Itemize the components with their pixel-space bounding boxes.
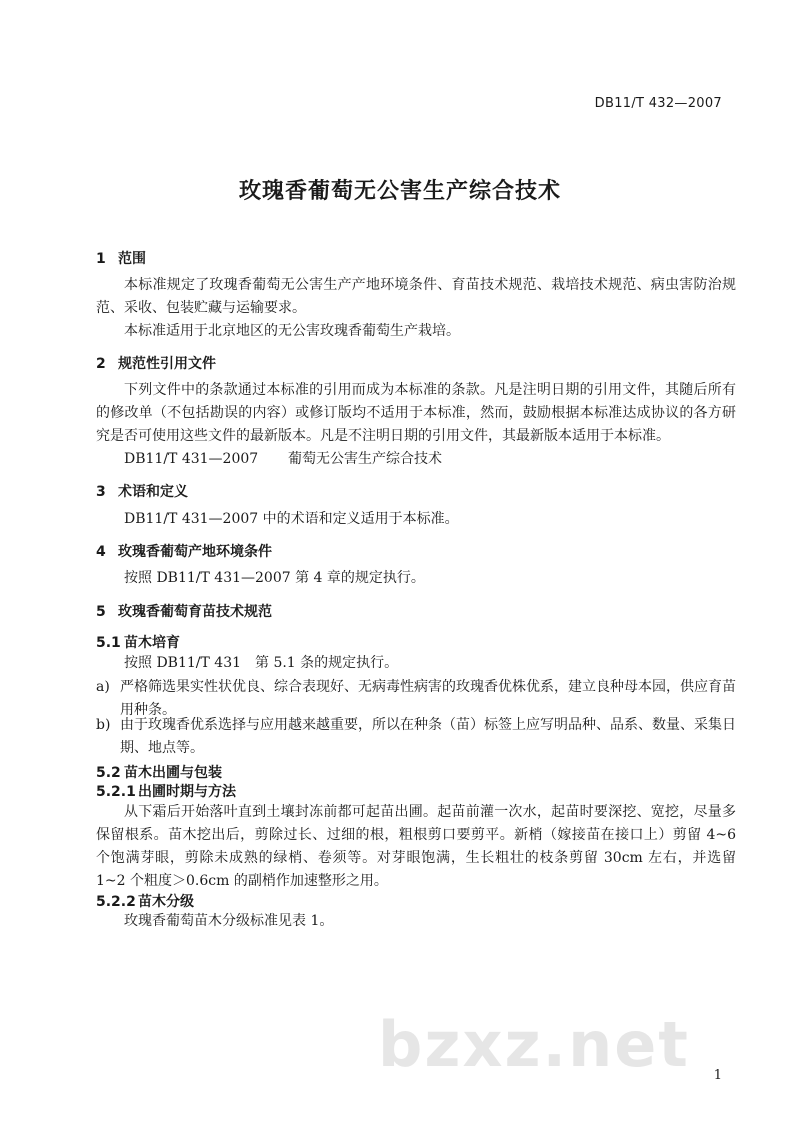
document-title: 玫瑰香葡萄无公害生产综合技术 bbox=[238, 179, 561, 204]
section-5-2-1-heading bbox=[96, 781, 236, 801]
section-title: 苗木培育 bbox=[124, 635, 180, 651]
list-item-marker: a) bbox=[96, 679, 110, 695]
section-number: 5.2.1 bbox=[96, 784, 136, 800]
standard-code: DB11/T 432—2007 bbox=[594, 96, 722, 111]
normative-reference bbox=[124, 448, 442, 471]
list-item-text: 由于玫瑰香优系选择与应用越来越重要，所以在种条（苗）标签上应写明品种、品系、数量、采集日期、地点等。 bbox=[120, 717, 736, 756]
section-1-paragraph-1: 本标准规定了玫瑰香葡萄无公害生产产地环境条件、育苗技术规范、栽培技术规范、病虫害防治规范、采收、包装贮藏与运输要求。 bbox=[96, 277, 736, 316]
list-item-text: 严格筛选果实性状优良、综合表现好、无病毒性病害的玫瑰香优株优系，建立良种母本园，供应育苗用种条。 bbox=[120, 679, 736, 718]
section-number: 2 bbox=[96, 356, 106, 372]
section-number: 4 bbox=[96, 544, 106, 560]
section-5-2-2-paragraph-1: 玫瑰香葡萄苗木分级标准见表 1。 bbox=[124, 913, 334, 929]
section-4-paragraph-1: 按照 DB11/T 431—2007 第 4 章的规定执行。 bbox=[124, 570, 425, 586]
section-number: 5 bbox=[96, 604, 106, 620]
section-title: 范围 bbox=[118, 251, 146, 267]
section-1-heading bbox=[96, 248, 146, 268]
section-5-heading bbox=[96, 601, 272, 621]
section-number: 5.1 bbox=[96, 635, 121, 651]
section-2-paragraph-1: 下列文件中的条款通过本标准的引用而成为本标准的条款。凡是注明日期的引用文件，其随后所有的修改单（不包括勘误的内容）或修订版均不适用于本标准，然而，鼓励根据本标准达成协议的各方研究是否可使用这些文件的最新版本。凡是不注明日期的引用文件，其最新版本适用于本标准。 bbox=[96, 382, 736, 444]
section-4-heading bbox=[96, 541, 272, 561]
reference-title: 葡萄无公害生产综合技术 bbox=[288, 451, 442, 467]
section-5-2-heading bbox=[96, 762, 222, 782]
section-title: 苗木出圃与包装 bbox=[124, 765, 222, 781]
section-5-2-2-heading bbox=[96, 891, 194, 911]
section-5-1-heading bbox=[96, 632, 180, 652]
section-title: 玫瑰香葡萄育苗技术规范 bbox=[118, 604, 272, 620]
section-number: 1 bbox=[96, 251, 106, 267]
section-5-2-1-paragraph-1: 从下霜后开始落叶直到土壤封冻前都可起苗出圃。起苗前灌一次水，起苗时要深挖、宽挖，尽量多保留根系。苗木挖出后，剪除过长、过细的根，粗根剪口要剪平。新梢（嫁接苗在接口上）剪留 4~6 个饱满芽眼，剪除未成熟的绿梢、卷须等。对芽眼饱满，生长粗壮的枝条剪留 30cm 左右，并选留 1~2 个粗度＞0.6cm 的副梢作加速整形之用。 bbox=[96, 804, 736, 889]
section-3-paragraph-1: DB11/T 431—2007 中的术语和定义适用于本标准。 bbox=[124, 511, 459, 527]
list-item-marker: b) bbox=[96, 717, 111, 733]
section-title: 玫瑰香葡萄产地环境条件 bbox=[118, 544, 272, 560]
section-number: 5.2 bbox=[96, 765, 121, 781]
section-1-paragraph-2: 本标准适用于北京地区的无公害玫瑰香葡萄生产栽培。 bbox=[124, 323, 460, 339]
section-title: 出圃时期与方法 bbox=[138, 784, 236, 800]
section-title: 规范性引用文件 bbox=[118, 356, 216, 372]
page-number: 1 bbox=[713, 1068, 722, 1083]
watermark: bzxz.net bbox=[378, 1008, 690, 1081]
section-number: 3 bbox=[96, 484, 106, 500]
section-3-heading bbox=[96, 481, 188, 501]
section-title: 术语和定义 bbox=[118, 484, 188, 500]
section-5-1-paragraph-1: 按照 DB11/T 431 第 5.1 条的规定执行。 bbox=[124, 655, 399, 671]
section-2-heading bbox=[96, 353, 216, 373]
section-number: 5.2.2 bbox=[96, 894, 136, 910]
reference-code: DB11/T 431—2007 bbox=[124, 451, 259, 467]
section-title: 苗木分级 bbox=[138, 894, 194, 910]
